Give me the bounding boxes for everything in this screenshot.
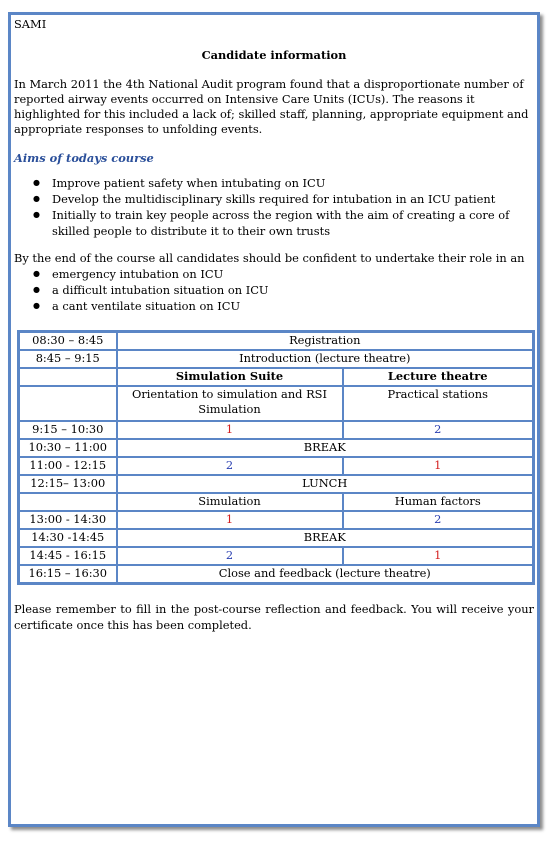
time-cell: 16:15 – 16:30 <box>19 565 117 584</box>
group-cell: 2 <box>343 421 534 439</box>
confidence-intro: By the end of the course all candidates should be confident to undertake their role in an <box>14 251 525 265</box>
org-name: SAMI <box>14 17 47 31</box>
table-row <box>19 457 534 475</box>
session-cell: BREAK <box>117 439 534 457</box>
column-header-lecture-theatre: Lecture theatre <box>343 368 534 386</box>
group-cell: 1 <box>343 547 534 565</box>
group-cell: 1 <box>117 421 343 439</box>
group-cell: 2 <box>117 457 343 475</box>
empty-cell <box>19 386 117 421</box>
table-row <box>19 547 534 565</box>
schedule-table <box>17 330 535 585</box>
document-body <box>14 17 534 633</box>
group-cell: 2 <box>117 547 343 565</box>
session-cell: BREAK <box>117 529 534 547</box>
table-row <box>19 439 534 457</box>
group-cell: 1 <box>343 457 534 475</box>
time-cell: 9:15 – 10:30 <box>19 421 117 439</box>
page-title: Candidate information <box>201 48 347 62</box>
column-header-human-factors: Human factors <box>343 493 534 511</box>
table-row <box>19 511 534 529</box>
confidence-list <box>14 266 534 314</box>
time-cell: 08:30 – 8:45 <box>19 332 117 351</box>
table-row <box>19 493 534 511</box>
session-cell: Orientation to simulation and RSI Simulation <box>117 386 343 421</box>
table-row <box>19 386 534 421</box>
confidence-item: ● a difficult intubation situation on ICU <box>52 282 534 298</box>
time-cell: 11:00 - 12:15 <box>19 457 117 475</box>
table-row <box>19 350 534 368</box>
table-row <box>19 529 534 547</box>
table-row <box>19 421 534 439</box>
empty-cell <box>19 368 117 386</box>
aims-heading: Aims of todays course <box>14 151 154 165</box>
session-cell: Close and feedback (lecture theatre) <box>117 565 534 584</box>
session-cell: Practical stations <box>343 386 534 421</box>
session-cell: LUNCH <box>117 475 534 493</box>
time-cell: 8:45 – 9:15 <box>19 350 117 368</box>
time-cell: 10:30 – 11:00 <box>19 439 117 457</box>
confidence-item: ● a cant ventilate situation on ICU <box>52 298 534 314</box>
group-cell: 2 <box>343 511 534 529</box>
time-cell: 12:15– 13:00 <box>19 475 117 493</box>
aims-list <box>14 175 534 239</box>
intro-paragraph: In March 2011 the 4th National Audit program found that a disproportionate number of reported airway events occurred on Intensive Care Units (ICUs). The reasons it highlighted for this included a lack of; skilled staff, planning, appropriate equipment and appropriate responses to unfolding events. <box>14 77 529 136</box>
table-row <box>19 368 534 386</box>
group-cell: 1 <box>117 511 343 529</box>
time-cell: 13:00 - 14:30 <box>19 511 117 529</box>
confidence-item: ● emergency intubation on ICU <box>52 266 534 282</box>
column-header-simulation: Simulation <box>117 493 343 511</box>
aims-item: ● Improve patient safety when intubating on ICU <box>52 175 534 191</box>
aims-item: ● Initially to train key people across the region with the aim of creating a core of skilled people to distribute it to their own trusts <box>52 207 534 239</box>
time-cell: 14:45 - 16:15 <box>19 547 117 565</box>
aims-item: ● Develop the multidisciplinary skills required for intubation in an ICU patient <box>52 191 534 207</box>
document-frame <box>8 12 540 827</box>
empty-cell <box>19 493 117 511</box>
table-row <box>19 332 534 351</box>
table-row <box>19 475 534 493</box>
footer-note: Please remember to fill in the post-course reflection and feedback. You will receive your certificate once this has been completed. <box>14 602 534 632</box>
session-cell: Introduction (lecture theatre) <box>117 350 534 368</box>
session-cell: Registration <box>117 332 534 351</box>
table-row <box>19 565 534 584</box>
column-header-sim-suite: Simulation Suite <box>117 368 343 386</box>
time-cell: 14:30 -14:45 <box>19 529 117 547</box>
